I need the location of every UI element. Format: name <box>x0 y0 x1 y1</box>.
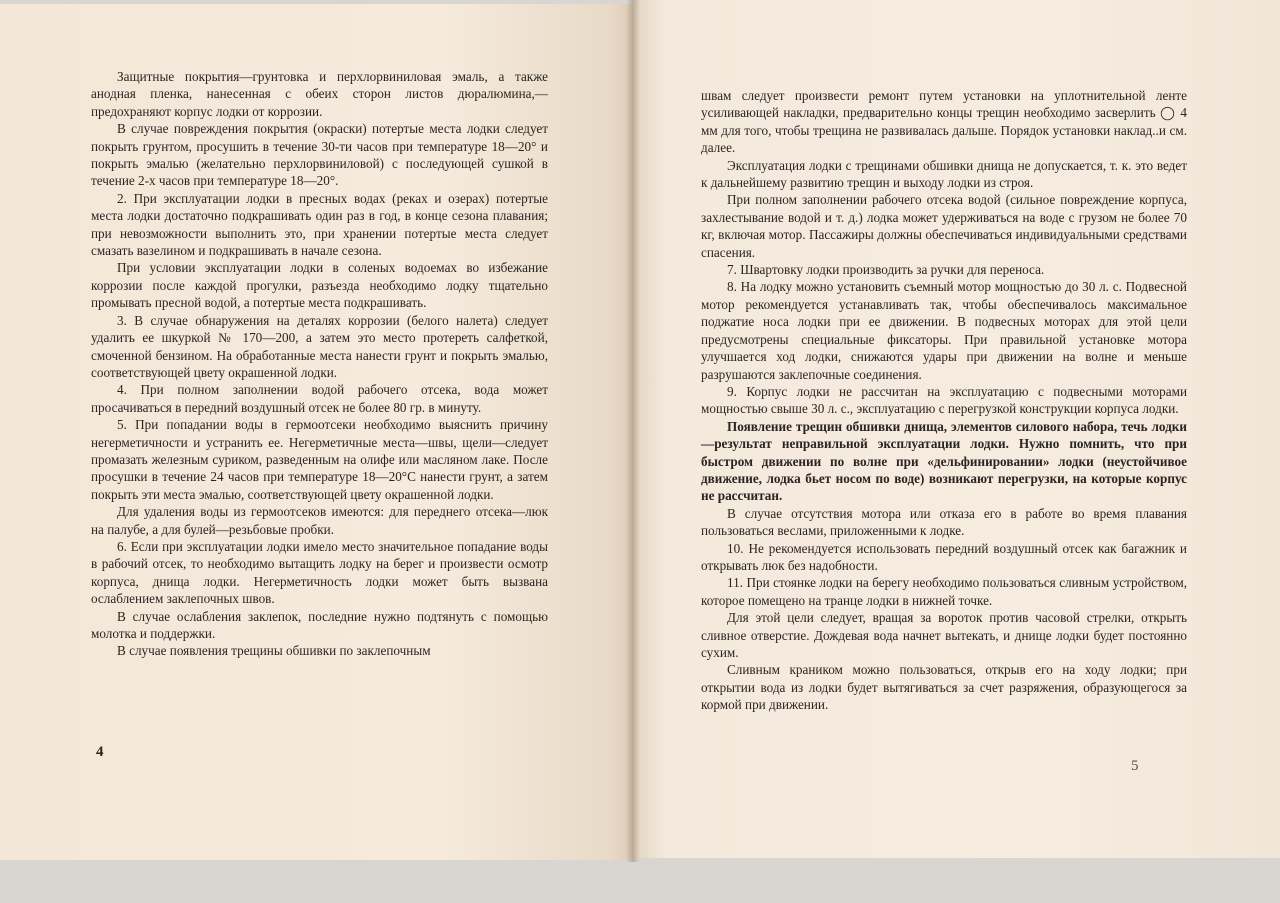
right-page <box>633 0 1280 858</box>
page-number-right: 5 <box>1131 758 1139 774</box>
paragraph: В случае повреждения покрытия (окраски) потертые места лодки следует покрыть грунтом, просушить в течение 30-ти часов при температуре 18—20° и покрыть эмалью (желательно перхлорвиниловой) с последующей сушкой в течение 2-х часов при температуре 18—20°. <box>91 121 548 189</box>
paragraph: 2. При эксплуатации лодки в пресных водах (реках и озерах) потертые места лодки достаточно подкрашивать один раз в год, в конце сезона плавания; при невозможности выполнить это, при хранении потертые места следует смазать вазелином и подкрашивать в начале сезона. <box>91 190 548 259</box>
paragraph: 9. Корпус лодки не рассчитан на эксплуатацию с подвесными моторами мощностью свыше 30 л. с., эксплуатацию с перегрузкой конструкции корпуса лодки. <box>701 383 1187 417</box>
paragraph: В случае ослабления заклепок, последние нужно подтянуть с помощью молотка и поддержки. <box>91 608 548 641</box>
paragraph: В случае появления трещины обшивки по заклепочным <box>117 643 431 659</box>
paragraph: 4. При полном заполнении водой рабочего отсека, вода может просачиваться в передний воздушный отсек не более 80 гр. в минуту. <box>91 382 548 415</box>
paragraph: 11. При стоянке лодки на берегу необходимо пользоваться сливным устройством, которое помещено на транце лодки в нижней точке. <box>701 575 1187 608</box>
paragraph: Сливным краником можно пользоваться, открыв его на ходу лодки; при открытии вода из лодки будет вытягиваться за счет разряжения, образующегося за кормой при движении. <box>701 662 1187 713</box>
paragraph: швам следует произвести ремонт путем установки на уплотнительной ленте усиливающей накладки, предварительно концы трещин необходимо засверлить ◯ 4 мм для того, чтобы трещина не развивалась дальше. Порядок установки наклад..и см. далее. <box>701 88 1187 156</box>
page-number-left: 4 <box>96 744 104 760</box>
paragraph: Эксплуатация лодки с трещинами обшивки днища не допускается, т. к. это ведет к дальнейшему развитию трещин и выходу лодки из строя. <box>701 157 1187 191</box>
paragraph: Защитные покрытия—грунтовка и перхлорвиниловая эмаль, а также анодная пленка, нанесенная с обеих сторон листов дюралюмина,—предохраняют корпус лодки от коррозии. <box>91 69 548 119</box>
paragraph: 3. В случае обнаружения на деталях коррозии (белого налета) следует удалить ее шкуркой № 170—200, а затем это место протереть салфеткой, смоченной бензином. На обработанные места нанести грунт и покрыть эмалью, соответствующей цвету окрашенной лодки. <box>91 312 548 380</box>
paragraph: 6. Если при эксплуатации лодки имело место значительное попадание воды в рабочий отсек, то необходимо вытащить лодку на берег и произвести осмотр корпуса, днища лодки. Негерметичность лодки может быть вызвана ослаблением заклепочных швов. <box>91 538 548 607</box>
paragraph: 10. Не рекомендуется использовать передний воздушный отсек как багажник и открывать люк без надобности. <box>701 540 1187 573</box>
left-page-text <box>91 68 548 660</box>
paragraph: В случае отсутствия мотора или отказа его в работе во время плавания пользоваться веслами, приложенными к лодке. <box>701 505 1187 539</box>
paragraph: При полном заполнении рабочего отсека водой (сильное повреждение корпуса, захлестывание водой и т. д.) лодка может удерживаться на воде с грузом не более 70 кг, включая мотор. Пассажиры должны обеспечиваться индивидуальными средствами спасения. <box>701 192 1187 260</box>
paragraph: 8. На лодку можно установить съемный мотор мощностью до 30 л. с. Подвесной мотор рекомендуется устанавливать так, чтобы обеспечивалось максимальное поджатие носа лодки при ее движении. В подвесных моторах для этой цели предусмотрены специальные фиксаторы. При правильной установке мотора улучшается ход лодки, снижаются удары при движении на волне и меньше разрушаются заклепочные соединения. <box>701 279 1187 382</box>
spine-fold <box>626 0 640 862</box>
paragraph: Для этой цели следует, вращая за вороток против часовой стрелки, открыть сливное отверстие. Дождевая вода начнет вытекать, и днище лодки будет постоянно сухим. <box>701 610 1187 660</box>
paragraph: При условии эксплуатации лодки в соленых водоемах во избежание коррозии после каждой прогулки, разъезда необходимо лодку тщательно промывать пресной водой, а потертые места подкрашивать. <box>91 260 548 311</box>
right-page-text <box>701 87 1187 714</box>
paragraph: 7. Швартовку лодки производить за ручки для переноса. <box>727 262 1045 278</box>
paragraph: Для удаления воды из гермоотсеков имеются: для переднего отсека—люк на палубе, а для булей—резьбовые пробки. <box>91 504 548 537</box>
paragraph: 5. При попадании воды в гермоотсеки необходимо выяснить причину негерметичности и устранить ее. Негерметичные места—швы, щели—следует промазать железным суриком, разведенным на олифе или масляном лаке. После просушки в течение 24 часов при температуре 18—20°С нанести грунт, а затем покрыть эти места эмалью, соответствующей цвету окрашенной лодки. <box>91 417 548 502</box>
bold-warning-paragraph: Появление трещин обшивки днища, элементов силового набора, течь лодки—результат неправильной эксплуатации лодки. Нужно помнить, что при быстром движении по волне при «дельфинировании» лодки (неустойчивое движение, лодка бьет носом по воде) возникают перегрузки, на которые корпус не рассчитан. <box>701 418 1187 504</box>
left-page <box>0 4 633 860</box>
